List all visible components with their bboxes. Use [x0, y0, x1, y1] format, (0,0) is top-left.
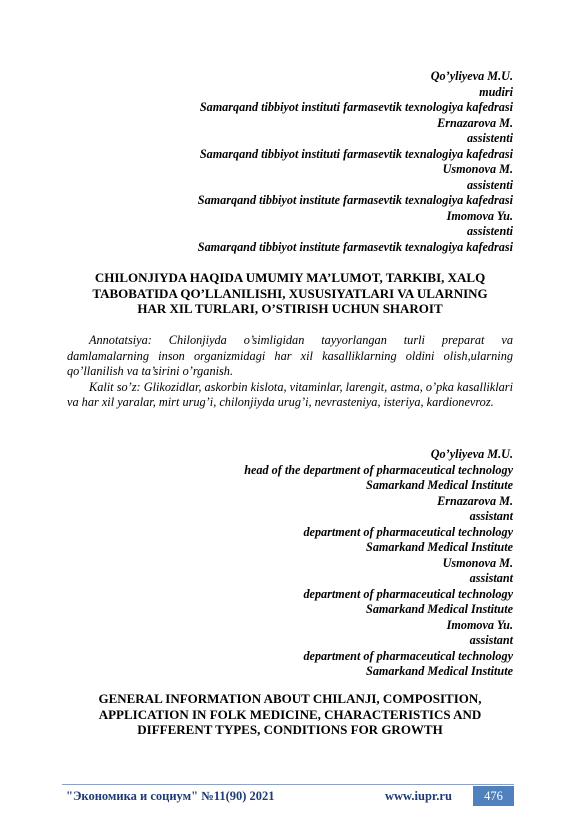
journal-name: "Экономика и социум" №11(90) 2021: [66, 789, 275, 803]
author-line: Samarqand tibbiyot institute farmasevtik texnalogiya kafedrasi: [197, 193, 513, 207]
authors-uz-block: [67, 69, 513, 255]
page-number: 476: [473, 786, 514, 806]
author-line: mudiri: [479, 84, 513, 99]
author-line: head of the department of pharmaceutical technology: [244, 462, 513, 477]
author-line: Samarkand Medical Institute: [366, 540, 513, 554]
page-footer: [62, 786, 514, 808]
keywords-text: Kalit so’z: Glikozidlar, askorbin kislota, vitaminlar, larengit, astma, o’pka kasalliklari va har xil yaralar, mirt urug’i, chilonjiyda urug’i, nevrasteniya, isteriya, kardionevroz.: [67, 379, 513, 410]
author-line: Samarqand tibbiyot institute farmasevtik texnalogiya kafedrasi: [197, 239, 513, 254]
author-line: Samarkand Medical Institute: [366, 664, 513, 678]
annotation-text: Annotatsiya: Chilonjiyda o’simligidan tayyorlangan turli preparat va damlamalarning inson organizmidagi har xil kasalliklarning oldini olish,ularning qo’llanilish va ta’sirini o’rganish.: [67, 333, 513, 379]
author-line: assistant: [469, 509, 513, 523]
authors-en-block: [67, 447, 513, 680]
author-line: assistenti: [466, 177, 513, 192]
title-line: TABOBATIDA QO’LLANILISHI, XUSUSIYATLARI VA ULARNING: [92, 285, 488, 301]
author-line: assistant: [469, 571, 513, 585]
author-line: department of pharmaceutical technology: [303, 648, 513, 663]
author-line: Ernazarova M.: [437, 115, 513, 130]
author-line: Ernazarova M.: [437, 493, 513, 508]
author-line: Samarqand tibbiyot instituti farmasevtik texnalogiya kafedrasi: [199, 146, 513, 161]
title-line: HAR XIL TURLARI, O’STIRISH UCHUN SHAROIT: [137, 301, 443, 317]
abstract-block: [67, 333, 513, 411]
author-line: Usmonova M.: [442, 162, 513, 176]
author-line: Samarqand tibbiyot instituti farmasevtik texnologiya kafedrasi: [199, 100, 513, 114]
author-line: Imomova Yu.: [446, 617, 513, 632]
author-line: Qo’yliyeva M.U.: [430, 69, 513, 83]
title-line: APPLICATION IN FOLK MEDICINE, CHARACTERISTICS AND: [98, 706, 482, 722]
author-line: assistenti: [466, 224, 513, 238]
footer-rule: [62, 784, 514, 785]
author-line: assistenti: [466, 131, 513, 145]
author-line: Imomova Yu.: [446, 208, 513, 223]
journal-website-link[interactable]: www.iupr.ru: [385, 789, 452, 803]
title-line: CHILONJIYDA HAQIDA UMUMIY MA’LUMOT, TARKIBI, XALQ: [94, 270, 486, 285]
title-line: GENERAL INFORMATION ABOUT CHILANJI, COMPOSITION,: [98, 691, 482, 706]
author-line: Samarkand Medical Institute: [366, 602, 513, 616]
title-uz: [67, 270, 513, 317]
author-line: department of pharmaceutical technology: [303, 586, 513, 601]
author-line: Qo’yliyeva M.U.: [430, 447, 513, 461]
author-line: assistant: [469, 633, 513, 647]
author-line: Samarkand Medical Institute: [366, 478, 513, 492]
author-line: department of pharmaceutical technology: [303, 524, 513, 539]
title-line: DIFFERENT TYPES, CONDITIONS FOR GROWTH: [137, 722, 443, 738]
author-line: Usmonova M.: [442, 555, 513, 570]
title-en: [67, 691, 513, 738]
